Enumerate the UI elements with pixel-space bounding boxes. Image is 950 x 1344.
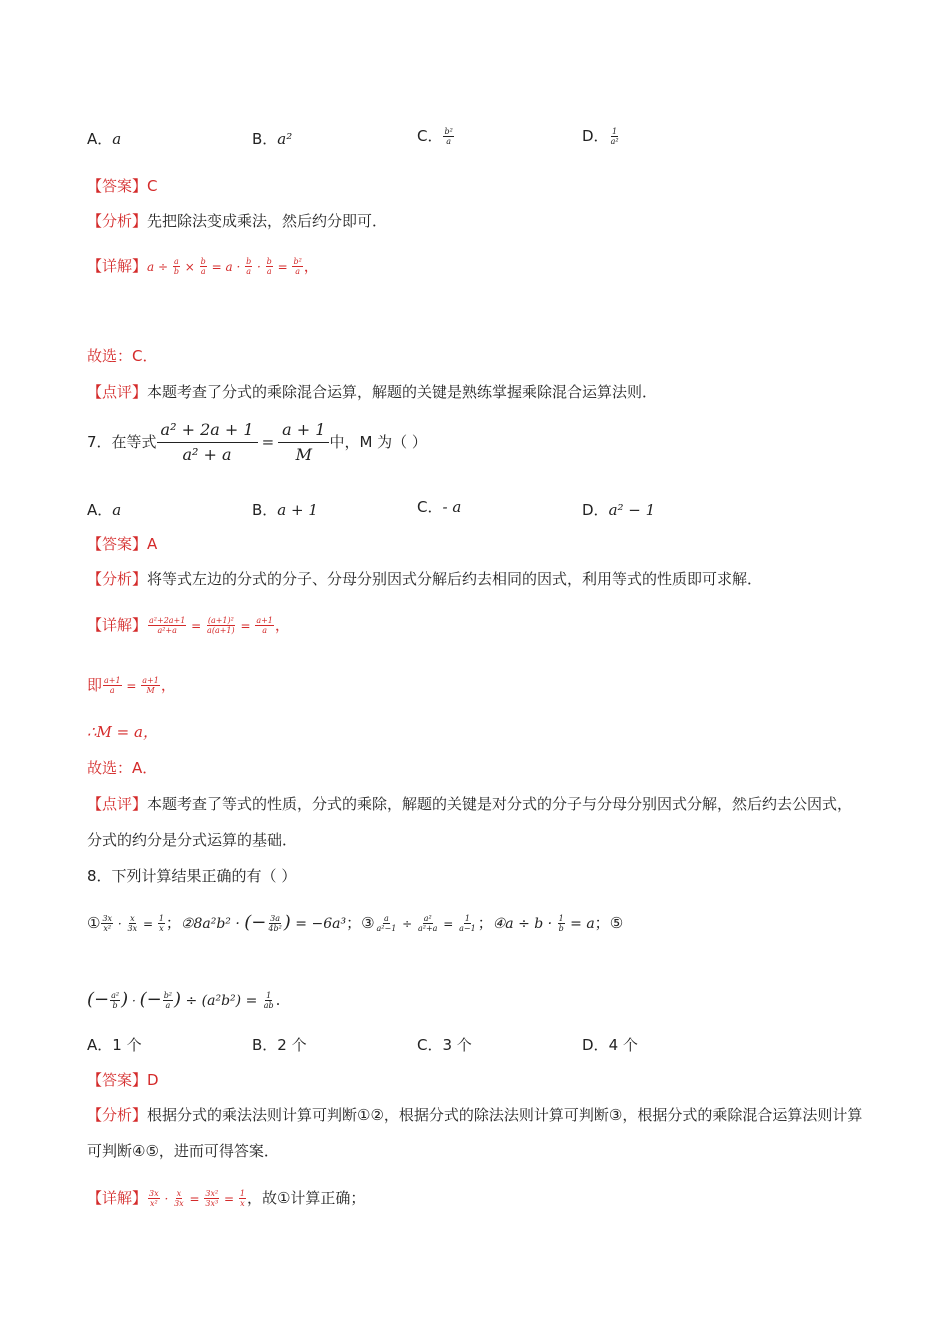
q7-ji: 即 $\frac{a+1}{a}$ = $\frac{a+1}{M}$ ，	[87, 676, 176, 695]
q8-option-d: D．4 个	[582, 1036, 638, 1054]
q6-comment: 【点评】本题考查了分式的乘除混合运算，解题的关键是熟练掌握乘除混合运算法则．	[87, 383, 658, 401]
q7-option-a: A．a	[87, 501, 122, 519]
q8-option-a: A．1 个	[87, 1036, 142, 1054]
q7-analysis: 【分析】将等式左边的分式的分子、分母分别因式分解后约去相同的因式，利用等式的性质即可求解．	[87, 570, 763, 588]
q8-detail: 【详解】 $\frac{3x}{\text{x²}}$ · $\frac{x}{3x}$ = $\frac{\text{3x²}}{\text{3x³}}$ = $\frac{1}{x}$ ，故①计算正确；	[87, 1189, 366, 1208]
q8-items-line2: (− $\frac{\text{a²}}{b}$ ) · (− $\frac{\text{b²}}{a}$ ) ÷ (a²b²) = $\frac{1}{ab}$ .	[87, 989, 281, 1010]
q7-option-c: C．- a	[417, 498, 462, 516]
q7-stem: 7．在等式 $\frac{\text{a² + 2a + 1}}{\text{a² + a}}$ = $\frac{a + 1}{M}$ 中，M 为（ ）	[87, 420, 427, 464]
q6-option-c: C． $\frac{\text{b²}}{a}$	[417, 127, 453, 146]
q8-option-c: C．3 个	[417, 1036, 472, 1054]
q7-answer: 【答案】A	[87, 535, 158, 553]
q8-stem: 8．下列计算结果正确的有（ ）	[87, 867, 297, 885]
q7-choice: 故选：A．	[87, 759, 158, 777]
q6-option-a: A．a	[87, 130, 122, 148]
q6-answer: 【答案】C	[87, 177, 158, 195]
q6-option-b: B．a²	[252, 130, 293, 148]
q6-detail: 【详解】a ÷ $\frac{a}{b}$ × $\frac{b}{a}$ = a · $\frac{b}{a}$ · $\frac{b}{a}$ = $\frac{\text{b²}}{a}$ ，	[87, 257, 319, 276]
q6-analysis: 【分析】先把除法变成乘法，然后约分即可．	[87, 212, 388, 230]
q8-analysis: 【分析】根据分式的乘法法则计算可判断①②，根据分式的除法法则计算可判断③，根据分式的乘除混合运算法则计算可判断④⑤，进而可得答案．	[87, 1106, 863, 1160]
q7-comment: 【点评】本题考查了等式的性质，分式的乘除，解题的关键是对分式的分子与分母分别因式分解，然后约去公因式，分式的约分是分式运算的基础．	[87, 795, 853, 849]
q7-detail: 【详解】 $\frac{\text{a²+2a+1}}{\text{a²+a}}$ = $\frac{\text{(a+1)²}}{a(a+1)}$ = $\frac{a+1}{a}$ ，	[87, 616, 290, 635]
q8-items-line1: ① $\frac{3x}{\text{x²}}$ · $\frac{x}{3x}$ = $\frac{1}{x}$ ；②8a²b² · (− $\frac{3a}{\text{4b²}}$ ) = −6a³；③ $\frac{a}{\text{a²−1}}$ ÷ $\frac{\text{a²}}{\text{a²+a}}$ = $\frac{1}{a-1}$ ；④a ÷ b · $\frac{1}{b}$ = a；⑤	[87, 912, 624, 933]
q6-choice: 故选：C．	[87, 347, 158, 365]
q8-option-b: B．2 个	[252, 1036, 307, 1054]
q6-option-d: D． $\frac{1}{\text{a²}}$	[582, 127, 619, 146]
q7-option-d: D．a² − 1	[582, 501, 656, 519]
q7-option-b: B．a + 1	[252, 501, 318, 519]
q8-answer: 【答案】D	[87, 1071, 159, 1089]
q7-therefore: ∴M = a，	[87, 723, 158, 741]
